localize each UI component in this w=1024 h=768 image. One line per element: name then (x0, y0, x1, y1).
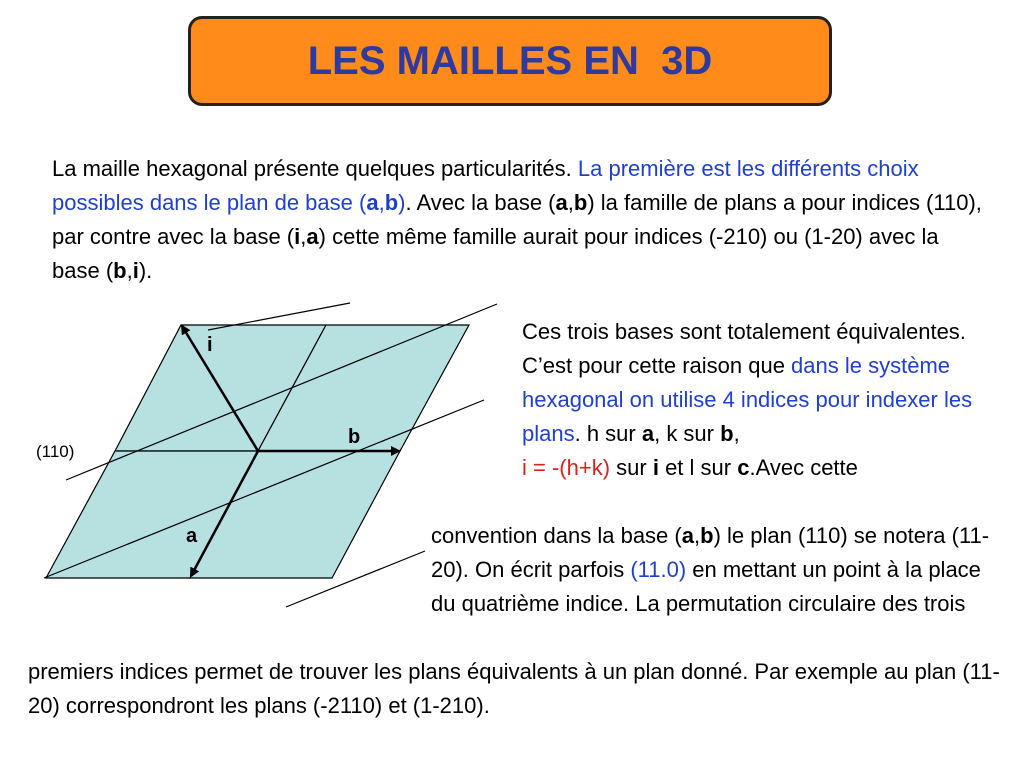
vector-a-label: a (186, 525, 198, 547)
vector-i-label: i (207, 334, 213, 356)
permutation-paragraph: premiers indices permet de trouver les plans équivalents à un plan donné. Par exemple au plan (11-20) correspondront les plans (-2110) et (1-210). (28, 659, 1000, 718)
bold-vector: i (132, 258, 139, 283)
highlight-text: dans le système hexagonal on utilise 4 indices pour indexer les plans (522, 353, 973, 446)
bold-vector: i (294, 224, 301, 249)
formula-text: i = -(h+k) (522, 455, 611, 480)
plane-110-label: (110) (36, 442, 75, 461)
bold-vector: a (306, 224, 319, 249)
intro-paragraph: La maille hexagonal présente quelques particularités. La première est les différents choix possibles dans le plan de base (a,b). Avec la base (a,b) la famille de plans a pour indices (110), par contre avec la base (i,a) cette même famille aurait pour indices (-210) ou (1-20) avec la base (b,i). (52, 156, 982, 283)
bold-vector: b (113, 258, 127, 283)
bases-paragraph: Ces trois bases sont totalement équivalentes. C’est pour cette raison que dans le système hexagonal on utilise 4 indices pour indexer les plans. h sur a, k sur b, i = -(h+k) sur i et l sur c.Avec cette (522, 319, 973, 480)
bold-vector: b (573, 190, 588, 215)
vector-b-label: b (348, 426, 361, 448)
highlight-text: La première est les différents choix possibles dans le plan de base (a,b) (52, 156, 919, 215)
text-span: La maille hexagonal présente quelques particularités. (52, 156, 578, 181)
highlight-text: (11.0) (630, 557, 687, 582)
text-span: ) la famille de plans a pour indices (110), par contre avec la base ( (52, 190, 982, 249)
text-span: ) cette même famille aurait pour indices (-210) ou (1-20) avec la base ( (52, 224, 939, 283)
text-span: . Avec la base ( (405, 190, 556, 215)
convention-paragraph: convention dans la base (a,b) le plan (110) se notera (11-20). On écrit parfois (11.0) en mettant un point à la place du quatrième indice. La permutation circulaire des trois (431, 523, 990, 616)
page-title: LES MAILLES EN 3D (307, 38, 713, 83)
bold-vector: a (555, 190, 568, 215)
